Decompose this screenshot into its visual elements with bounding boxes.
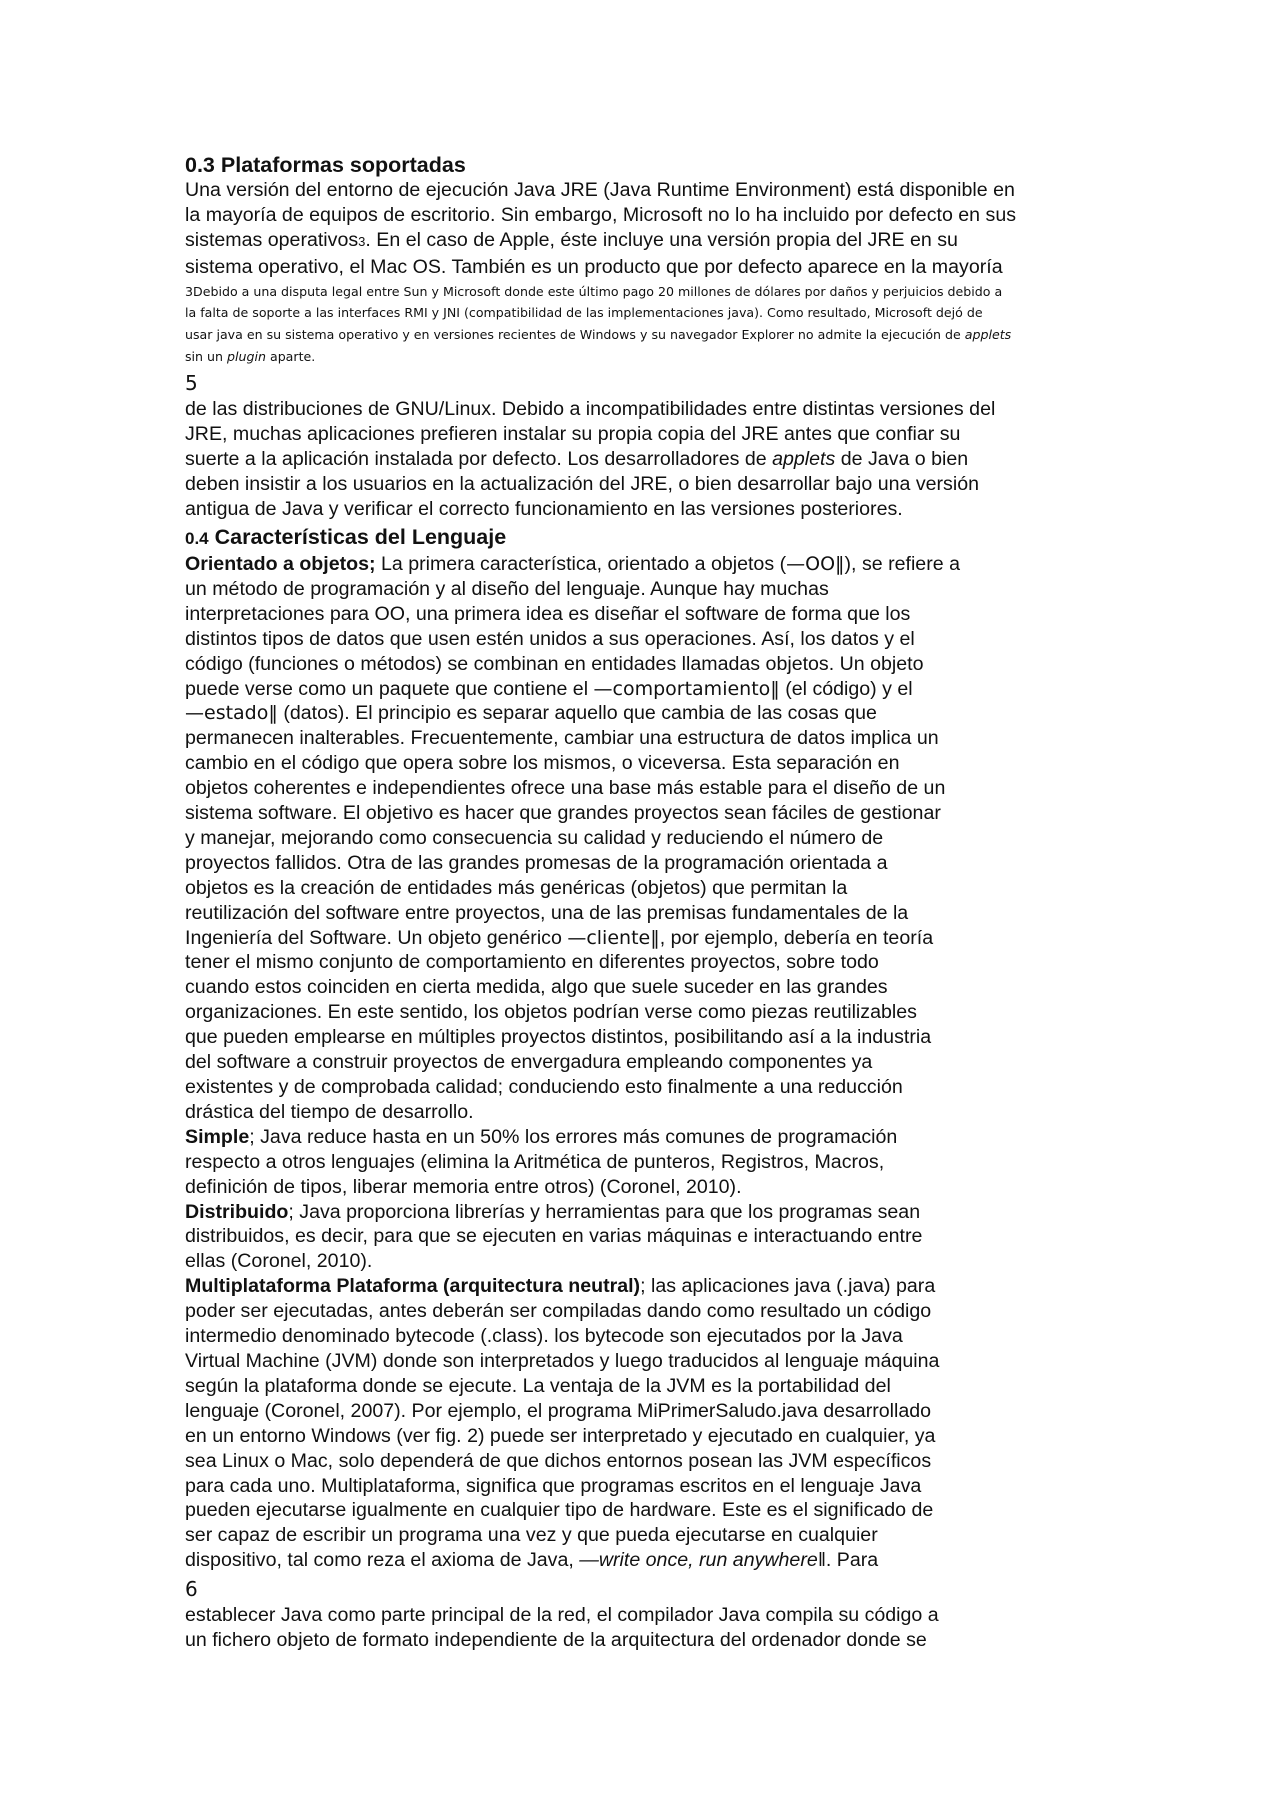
paragraph-line: distintos tipos de datos que usen estén unidos a sus operaciones. Así, los datos y el	[185, 627, 915, 650]
paragraph-line: ellas (Coronel, 2010).	[185, 1250, 373, 1273]
section-heading-0-4	[185, 524, 1105, 552]
footnote-reference: 3	[358, 233, 366, 249]
paragraph-line: interpretaciones para OO, una primera idea es diseñar el software de forma que los	[185, 602, 911, 625]
paragraph-line: Virtual Machine (JVM) donde son interpretados y luego traducidos al lenguaje máquina	[185, 1349, 940, 1372]
paragraph-line: código (funciones o métodos) se combinan en entidades llamadas objetos. Un objeto	[185, 652, 924, 675]
paragraph-line: permanecen inalterables. Frecuentemente, cambiar una estructura de datos implica un	[185, 727, 939, 750]
footnote-line: la falta de soporte a las interfaces RMI y JNI (compatibilidad de las implementaciones java). Como resultado, Microsoft dejó de	[185, 305, 983, 321]
paragraph-line: sistema software. El objetivo es hacer que grandes proyectos sean fáciles de gestionar	[185, 802, 941, 825]
document-page	[185, 150, 1105, 1653]
paragraph-line: puede verse como un paquete que contiene el —comportamiento‖ (el código) y el	[185, 677, 913, 700]
paragraph-line: dispositivo, tal como reza el axioma de Java, —write once, run anywhere‖. Para	[185, 1549, 879, 1572]
paragraph-line: ser capaz de escribir un programa una vez y que pueda ejecutarse en cualquier	[185, 1524, 878, 1547]
paragraph-line: tener el mismo conjunto de comportamiento en diferentes proyectos, sobre todo	[185, 951, 879, 974]
section-title: Plataformas soportadas	[220, 153, 466, 177]
paragraph-line: intermedio denominado bytecode (.class). los bytecode son ejecutados por la Java	[185, 1325, 903, 1348]
section-number: 0.3	[185, 153, 215, 177]
paragraph-line: deben insistir a los usuarios en la actualización del JRE, o bien desarrollar bajo una versión	[185, 473, 979, 496]
paragraph-line: y manejar, mejorando como consecuencia su calidad y reduciendo el número de	[185, 826, 884, 849]
paragraph-line: que pueden emplearse en múltiples proyectos distintos, posibilitando así a la industria	[185, 1026, 932, 1049]
paragraph-line: Una versión del entorno de ejecución Java JRE (Java Runtime Environment) está disponible en	[185, 179, 1015, 201]
paragraph-line: para cada uno. Multiplataforma, significa que programas escritos en el lenguaje Java	[185, 1474, 922, 1497]
paragraph-line: de las distribuciones de GNU/Linux. Debido a incompatibilidades entre distintas versiones del	[185, 398, 996, 421]
paragraph-line: la mayoría de equipos de escritorio. Sin embargo, Microsoft no lo ha incluido por defecto en sus	[185, 203, 1017, 226]
paragraph-line: cambio en el código que opera sobre los mismos, o viceversa. Esta separación en	[185, 752, 900, 775]
paragraph-line: suerte a la aplicación instalada por defecto. Los desarrolladores de applets de Java o bien	[185, 448, 969, 471]
page-number: 6	[185, 1577, 198, 1602]
paragraph-line: en un entorno Windows (ver fig. 2) puede ser interpretado y ejecutado en cualquier, ya	[185, 1424, 936, 1447]
footnote-line: usar java en su sistema operativo y en versiones recientes de Windows y su navegador Explorer no admite la ejecución de applets	[185, 327, 1012, 343]
paragraph-line: distribuidos, es decir, para que se ejecuten en varias máquinas e interactuando entre	[185, 1225, 923, 1248]
paragraph-line: cuando estos coinciden en cierta medida, algo que suele suceder en las grandes	[185, 976, 888, 999]
section-title: Características del Lenguaje	[214, 524, 507, 549]
term-multiplataforma: Multiplataforma Plataforma (arquitectura neutral)	[185, 1275, 641, 1298]
paragraph-line: pueden ejecutarse igualmente en cualquier tipo de hardware. Este es el significado de	[185, 1499, 934, 1522]
paragraph-line: sistema operativo, el Mac OS. También es un producto que por defecto aparece en la mayoría	[185, 255, 1003, 278]
paragraph-line: organizaciones. En este sentido, los objetos podrían verse como piezas reutilizables	[185, 1001, 917, 1024]
paragraph-line: definición de tipos, liberar memoria entre otros) (Coronel, 2010).	[185, 1175, 742, 1198]
paragraph-line: un método de programación y al diseño del lenguaje. Aunque hay muchas	[185, 577, 829, 600]
paragraph-line: proyectos fallidos. Otra de las grandes promesas de la programación orientada a	[185, 851, 888, 874]
paragraph-line: Simple; Java reduce hasta en un 50% los errores más comunes de programación	[185, 1125, 898, 1148]
paragraph-line: objetos es la creación de entidades más genéricas (objetos) que permitan la	[185, 876, 848, 899]
quote-axiom: —write once, run anywhere‖	[579, 1549, 826, 1572]
paragraph-line: existentes y de comprobada calidad; conduciendo esto finalmente a una reducción	[185, 1076, 903, 1098]
footnote-line: sin un plugin aparte.	[185, 348, 316, 364]
footnote-mark: 3	[185, 283, 194, 299]
paragraph-line: reutilización del software entre proyectos, una de las premisas fundamentales de la	[185, 901, 909, 924]
paragraph-line: antigua de Java y verificar el correcto funcionamiento en las versiones posteriores.	[185, 498, 903, 521]
paragraph-line: JRE, muchas aplicaciones prefieren instalar su propia copia del JRE antes que confiar su	[185, 423, 961, 446]
paragraph-line: —estado‖ (datos). El principio es separar aquello que cambia de las cosas que	[185, 702, 877, 725]
paragraph-line: poder ser ejecutadas, antes deberán ser compiladas dando como resultado un código	[185, 1300, 932, 1323]
footnote	[185, 281, 1105, 368]
paragraph-line: respecto a otros lenguajes (elimina la Aritmética de punteros, Registros, Macros,	[185, 1150, 885, 1173]
paragraph-line: objetos coherentes e independientes ofrece una base más estable para el diseño de un	[185, 777, 946, 800]
paragraph-line: drástica del tiempo de desarrollo.	[185, 1100, 474, 1123]
paragraph-line: según la plataforma donde se ejecute. La ventaja de la JVM es la portabilidad del	[185, 1374, 891, 1397]
term-distribuido: Distribuido	[185, 1200, 289, 1223]
paragraph-line: sea Linux o Mac, solo dependerá de que dichos entornos posean las JVM específicos	[185, 1449, 932, 1472]
term-simple: Simple	[185, 1125, 250, 1148]
paragraph-line: sistemas operativos3. En el caso de Apple, éste incluye una versión propia del JRE en su	[185, 228, 958, 251]
paragraph-line: establecer Java como parte principal de la red, el compilador Java compila su código a	[185, 1604, 939, 1627]
term-oo: Orientado a objetos;	[185, 552, 376, 575]
section-number: 0.4	[185, 528, 209, 548]
footnote-line: 3Debido a una disputa legal entre Sun y Microsoft donde este último pago 20 millones de dólares por daños y perjuicios debido a	[185, 283, 1003, 299]
section-heading-0-3	[185, 152, 1105, 178]
paragraph-line: Ingeniería del Software. Un objeto genérico —cliente‖, por ejemplo, debería en teoría	[185, 926, 934, 949]
paragraph-line: del software a construir proyectos de envergadura empleando componentes ya	[185, 1051, 873, 1074]
paragraph-line: Orientado a objetos; La primera característica, orientado a objetos (—OO‖), se refiere a	[185, 552, 960, 575]
paragraph-line: un fichero objeto de formato independiente de la arquitectura del ordenador donde se	[185, 1629, 927, 1652]
paragraph-line: Distribuido; Java proporciona librerías y herramientas para que los programas sean	[185, 1200, 921, 1223]
paragraph-line: Multiplataforma Plataforma (arquitectura neutral); las aplicaciones java (.java) para	[185, 1275, 936, 1298]
paragraph-line: lenguaje (Coronel, 2007). Por ejemplo, el programa MiPrimerSaludo.java desarrollado	[185, 1399, 932, 1422]
page-number: 5	[185, 371, 198, 396]
